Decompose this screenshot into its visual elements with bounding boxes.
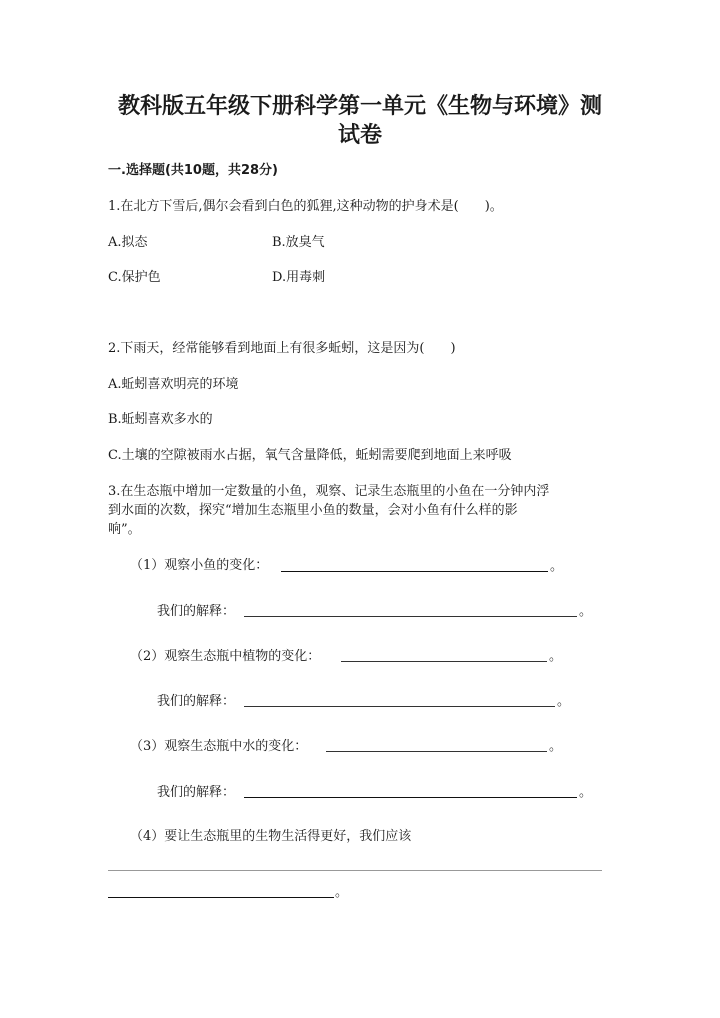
period: 。 [579, 604, 593, 619]
q1-option-c: C.保护色 [108, 270, 161, 285]
question-1-stem: 1.在北方下雪后,偶尔会看到白色的狐狸,这种动物的护身术是( )。 [108, 199, 503, 214]
q2-option-c: C.土壤的空隙被雨水占据，氧气含量降低，蚯蚓需要爬到地面上来呼吸 [108, 448, 512, 463]
q2-option-a: A.蚯蚓喜欢明亮的环境 [108, 377, 239, 392]
question-3-stem-line1: 3.在生态瓶中增加一定数量的小鱼，观察、记录生态瓶里的小鱼在一分钟内浮 [108, 484, 550, 499]
answer-line-2[interactable] [341, 661, 547, 662]
q2-option-b: B.蚯蚓喜欢多水的 [108, 412, 213, 427]
period: 。 [557, 694, 571, 709]
answer-line-1[interactable] [281, 571, 548, 572]
q1-option-b: B.放臭气 [272, 235, 325, 250]
q3-item-1: （1）观察小鱼的变化： [130, 558, 269, 573]
explain-label-3: 我们的解释： [157, 785, 236, 800]
q1-option-a: A.拟态 [108, 235, 148, 250]
answer-line-4a[interactable] [108, 870, 602, 871]
period: 。 [550, 559, 564, 574]
explain-label-2: 我们的解释： [157, 694, 236, 709]
explain-line-1[interactable] [244, 616, 577, 617]
section-heading: 一.选择题(共10题，共28分) [108, 163, 279, 178]
period: 。 [549, 649, 563, 664]
q1-option-d: D.用毒刺 [272, 270, 326, 285]
q3-item-3: （3）观察生态瓶中水的变化： [130, 739, 308, 754]
q3-item-2: （2）观察生态瓶中植物的变化： [130, 649, 321, 664]
explain-label-1: 我们的解释： [157, 604, 236, 619]
question-3-stem-line2: 到水面的次数，探究“增加生态瓶里小鱼的数量，会对小鱼有什么样的影 [108, 503, 518, 518]
answer-line-4b[interactable] [108, 897, 334, 898]
explain-line-3[interactable] [244, 797, 577, 798]
question-3-stem-line3: 响”。 [108, 522, 141, 537]
explain-line-2[interactable] [244, 706, 555, 707]
answer-line-3[interactable] [326, 751, 547, 752]
document-title-line1: 教科版五年级下册科学第一单元《生物与环境》测 [117, 94, 602, 119]
question-2-stem: 2.下雨天，经常能够看到地面上有很多蚯蚓，这是因为( ) [108, 341, 456, 356]
period: 。 [335, 885, 349, 900]
document-title-line2: 试卷 [337, 123, 382, 148]
q3-item-4: （4）要让生态瓶里的生物生活得更好，我们应该 [130, 829, 412, 844]
period: 。 [549, 739, 563, 754]
period: 。 [579, 785, 593, 800]
